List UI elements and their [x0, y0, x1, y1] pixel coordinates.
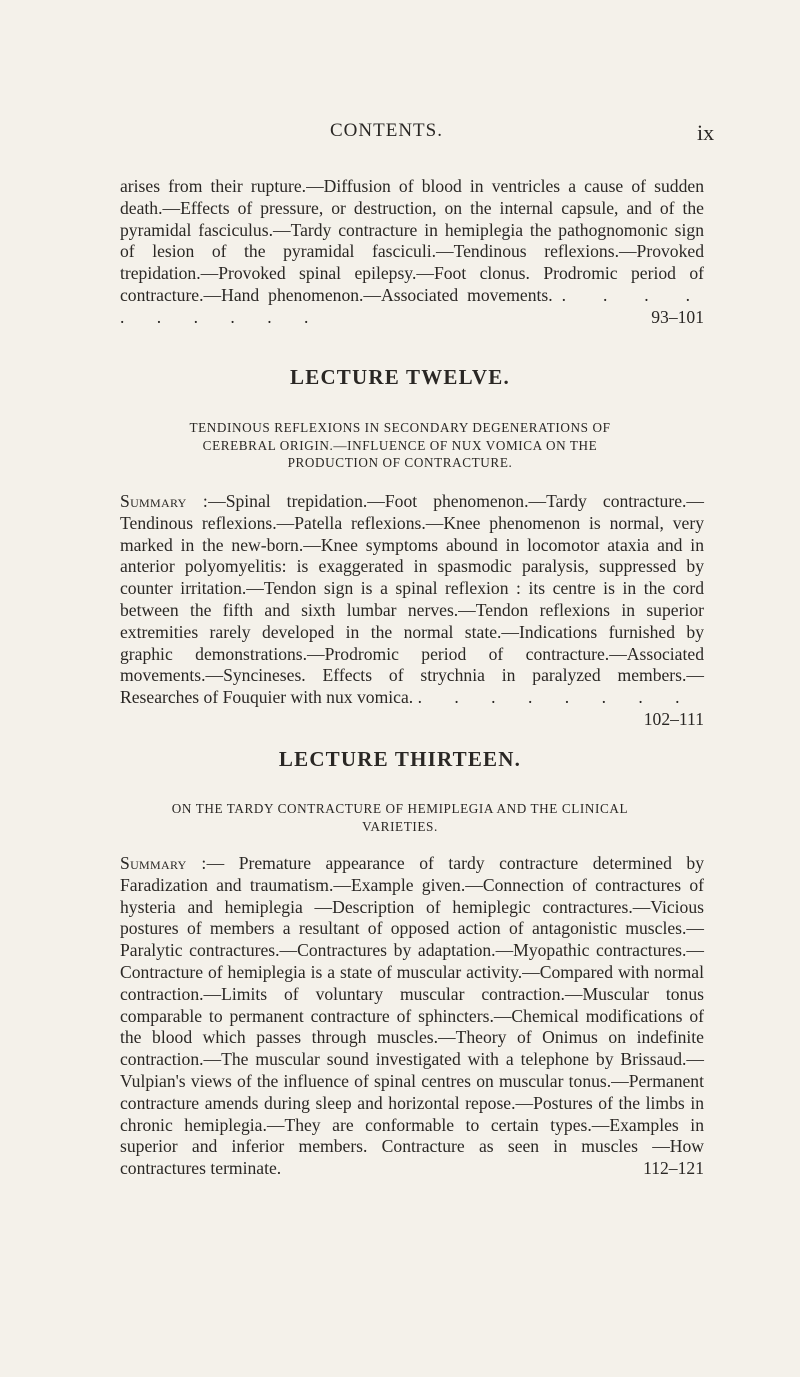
page-range: 93–101	[651, 306, 704, 327]
lecture-thirteen-title: LECTURE THIRTEEN.	[278, 747, 522, 771]
summary-text: —Spinal trepidation.—Foot phenomenon.—Tardy contracture.—Tendinous reflexions.—Patella reflexions.—Knee phenomenon is normal, very marked in the new-born.—Knee symptoms abound in locomotor ataxia and in anterior polyomyelitis: is exaggerated in spasmodic paralysis, suppressed by counter irritation.—Tendon sign is a spinal reflexion : its centre is in the cord between the fifth and sixth lumbar nerves.—Tendon reflexions in superior extremities rarely developed in the normal state.—Indications furnished by graphic demonstrations.—Prodromic period of contracture.—Associated movements.—Syncineses. Effects of strychnia in paralyzed members.—Researches of Fouquier with nux vomica.	[120, 491, 704, 708]
summary-text: — Premature appearance of tardy contracture determined by Faradization and traumatism.—Example given.—Connection of contractures of hysteria and hemiplegia —Description of hemiplegic contractures.—Vicious postures of members a resultant of opposed action of antagonistic muscles.—Paralytic contractures.—Contractures by adaptation.—Myopathic contractures.—Contracture of hemiplegia is a state of muscular activity.—Compared with normal contraction.—Limits of voluntary muscular contraction.—Muscular tonus comparable to permanent contracture of sphincters.—Chemical modifications of the blood which passes through muscles.—Theory of Onimus on indefinite contraction.—The muscular sound investigated with a telephone by Brissaud.—Vulpian's views of the influence of spinal centres on muscular tonus.—Permanent contracture amends during sleep and horizontal repose.—Postures of the limbs in chronic hemiplegia.—They are conformable to certain types.—Examples in superior and inferior members. Contracture as seen in muscles —How contractures terminate.	[120, 853, 704, 1179]
continuation-text: arises from their rupture.—Diffusion of blood in ventricles a cause of sudden death.—Effects of pressure, or destruction, on the internal capsule, and of the pyramidal fasciculus.—Tardy contracture in hemiplegia the pathognomonic sign of lesion of the pyramidal fasciculi.—Tendinous reflexions.—Provoked trepidation.—Provoked spinal epilepsy.—Foot clonus. Prodromic period of contracture.—Hand phenomenon.—Associated movements.	[120, 176, 704, 305]
lecture-twelve-summary	[120, 491, 704, 731]
page-range: 102–111	[643, 708, 704, 729]
lecture-twelve-title: LECTURE TWELVE.	[290, 365, 510, 389]
dot-leaders: . . . . . . . . . .	[120, 284, 704, 327]
page-number: ix	[697, 120, 715, 145]
summary-label: Summary :	[120, 491, 209, 511]
summary-label: Summary :	[120, 853, 207, 873]
running-head: CONTENTS.	[330, 120, 443, 141]
dot-leaders: . . . . . . . .	[417, 687, 694, 708]
page-range: 112–121	[643, 1158, 704, 1179]
lecture-thirteen-summary	[120, 853, 704, 1180]
lecture-thirteen-subtitle: ON THE TARDY CONTRACTURE OF HEMIPLEGIA AND THE CLINICAL VARIETIES.	[171, 801, 629, 834]
continuation-paragraph	[120, 176, 704, 329]
lecture-twelve-subtitle: TENDINOUS REFLEXIONS IN SECONDARY DEGENERATIONS OF CEREBRAL ORIGIN.—INFLUENCE OF NUX VOMICA ON THE PRODUCTION OF CONTRACTURE.	[189, 420, 611, 470]
